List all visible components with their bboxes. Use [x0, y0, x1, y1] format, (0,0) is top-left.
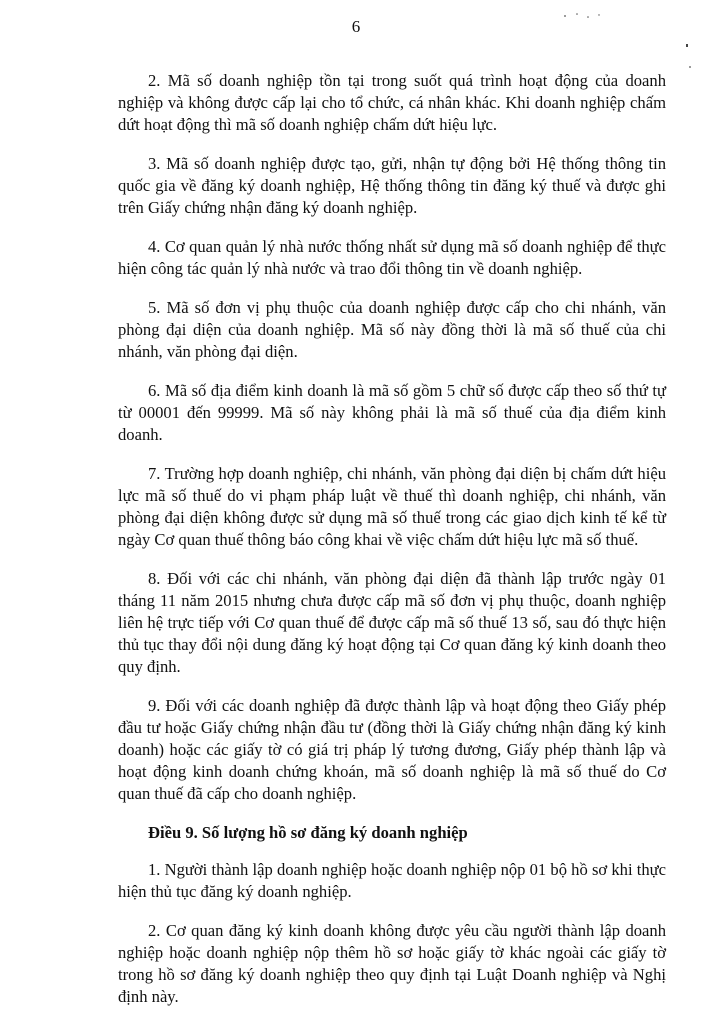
article-9-paragraph-1: 1. Người thành lập doanh nghiệp hoặc doanh nghiệp nộp 01 bộ hồ sơ khi thực hiện thủ tục đăng ký doanh nghiệp. — [118, 860, 666, 901]
paragraph-7: 7. Trường hợp doanh nghiệp, chi nhánh, văn phòng đại diện bị chấm dứt hiệu lực mã số thuế do vi phạm pháp luật về thuế thì doanh nghiệp, chi nhánh, văn phòng đại diện không được sử dụng mã số thuế trong các giao dịch kinh tế kể từ ngày Cơ quan thuế thông báo công khai về việc chấm dứt hiệu lực mã số thuế. — [118, 464, 666, 549]
paragraph-8: 8. Đối với các chi nhánh, văn phòng đại diện đã thành lập trước ngày 01 tháng 11 năm 2015 nhưng chưa được cấp mã số đơn vị phụ thuộc, doanh nghiệp liên hệ trực tiếp với Cơ quan thuế để được cấp mã số thuế 13 số, sau đó thực hiện thủ tục thay đổi nội dung đăng ký hoạt động tại Cơ quan đăng ký kinh doanh theo quy định. — [118, 569, 666, 676]
paragraph-3: 3. Mã số doanh nghiệp được tạo, gửi, nhận tự động bởi Hệ thống thông tin quốc gia về đăng ký doanh nghiệp, Hệ thống thông tin đăng ký thuế và được ghi trên Giấy chứng nhận đăng ký doanh nghiệp. — [118, 154, 666, 217]
document-body — [118, 70, 666, 1025]
paragraph-4: 4. Cơ quan quản lý nhà nước thống nhất sử dụng mã số doanh nghiệp để thực hiện công tác quản lý nhà nước và trao đổi thông tin về doanh nghiệp. — [118, 237, 666, 278]
paragraph-2: 2. Mã số doanh nghiệp tồn tại trong suốt quá trình hoạt động của doanh nghiệp và không được cấp lại cho tổ chức, cá nhân khác. Khi doanh nghiệp chấm dứt hoạt động thì mã số doanh nghiệp chấm dứt hiệu lực. — [118, 71, 666, 134]
page-number: 6 — [351, 17, 361, 36]
paragraph-9: 9. Đối với các doanh nghiệp đã được thành lập và hoạt động theo Giấy phép đầu tư hoặc Giấy chứng nhận đầu tư (đồng thời là Giấy chứng nhận đăng ký kinh doanh) hoặc các giấy tờ có giá trị pháp lý tương đương, Giấy phép thành lập và hoạt động kinh doanh chứng khoán, mã số doanh nghiệp là mã số thuế do Cơ quan thuế đã cấp cho doanh nghiệp. — [118, 696, 666, 803]
paragraph-5: 5. Mã số đơn vị phụ thuộc của doanh nghiệp được cấp cho chi nhánh, văn phòng đại diện của doanh nghiệp. Mã số này đồng thời là mã số thuế của chi nhánh, văn phòng đại diện. — [118, 298, 666, 361]
paragraph-6: 6. Mã số địa điểm kinh doanh là mã số gồm 5 chữ số được cấp theo số thứ tự từ 00001 đến 99999. Mã số này không phải là mã số thuế của địa điểm kinh doanh. — [118, 381, 666, 444]
article-heading: Điều 9. Số lượng hồ sơ đăng ký doanh nghiệp — [148, 823, 468, 842]
article-9-paragraph-2: 2. Cơ quan đăng ký kinh doanh không được yêu cầu người thành lập doanh nghiệp hoặc doanh nghiệp nộp thêm hồ sơ hoặc giấy tờ khác ngoài các giấy tờ trong hồ sơ đăng ký doanh nghiệp theo quy định tại Luật Doanh nghiệp và Nghị định này. — [118, 921, 666, 1006]
